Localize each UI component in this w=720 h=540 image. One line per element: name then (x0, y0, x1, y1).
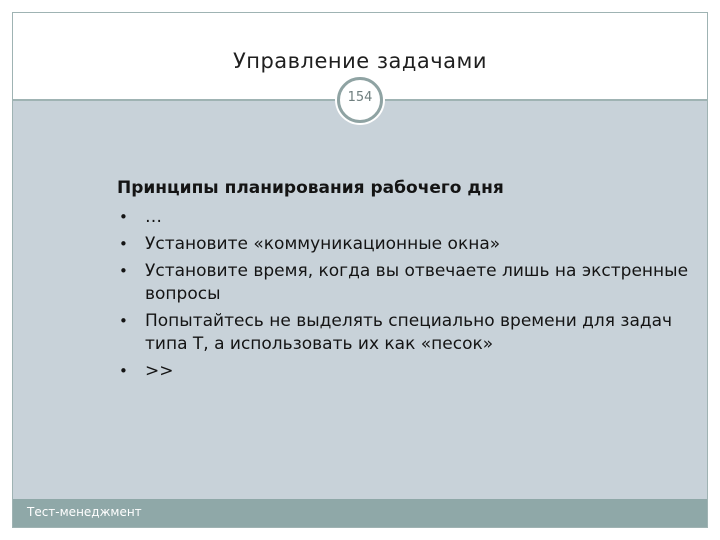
bullet-item (117, 206, 697, 229)
bullet-text: … (145, 207, 162, 227)
bullet-text: >> (145, 361, 174, 381)
bullet-icon: • (119, 312, 128, 330)
content-heading: Принципы планирования рабочего дня (117, 178, 504, 198)
page-number-badge: 154 (337, 77, 383, 123)
bullet-icon: • (119, 262, 128, 280)
slide-title: Управление задачами (232, 49, 488, 73)
slide (12, 12, 708, 528)
slide-content (117, 175, 697, 383)
bullet-text: Попытайтесь не выделять специально времени для задач типа Т, а использовать их как «песок» (145, 311, 673, 354)
bullet-item (117, 233, 697, 256)
bullet-text: Установите время, когда вы отвечаете лишь на экстренные вопросы (145, 261, 689, 304)
bullet-icon: • (119, 362, 128, 380)
bullet-text: Установите «коммуникационные окна» (145, 234, 501, 254)
bullet-item (117, 310, 697, 356)
bullet-list (117, 206, 697, 383)
bullet-icon: • (119, 235, 128, 253)
bullet-icon: • (119, 208, 128, 226)
bullet-item (117, 260, 697, 306)
footer-text: Тест-менеджмент (27, 505, 142, 519)
slide-footer (13, 499, 707, 527)
bullet-item (117, 360, 697, 383)
